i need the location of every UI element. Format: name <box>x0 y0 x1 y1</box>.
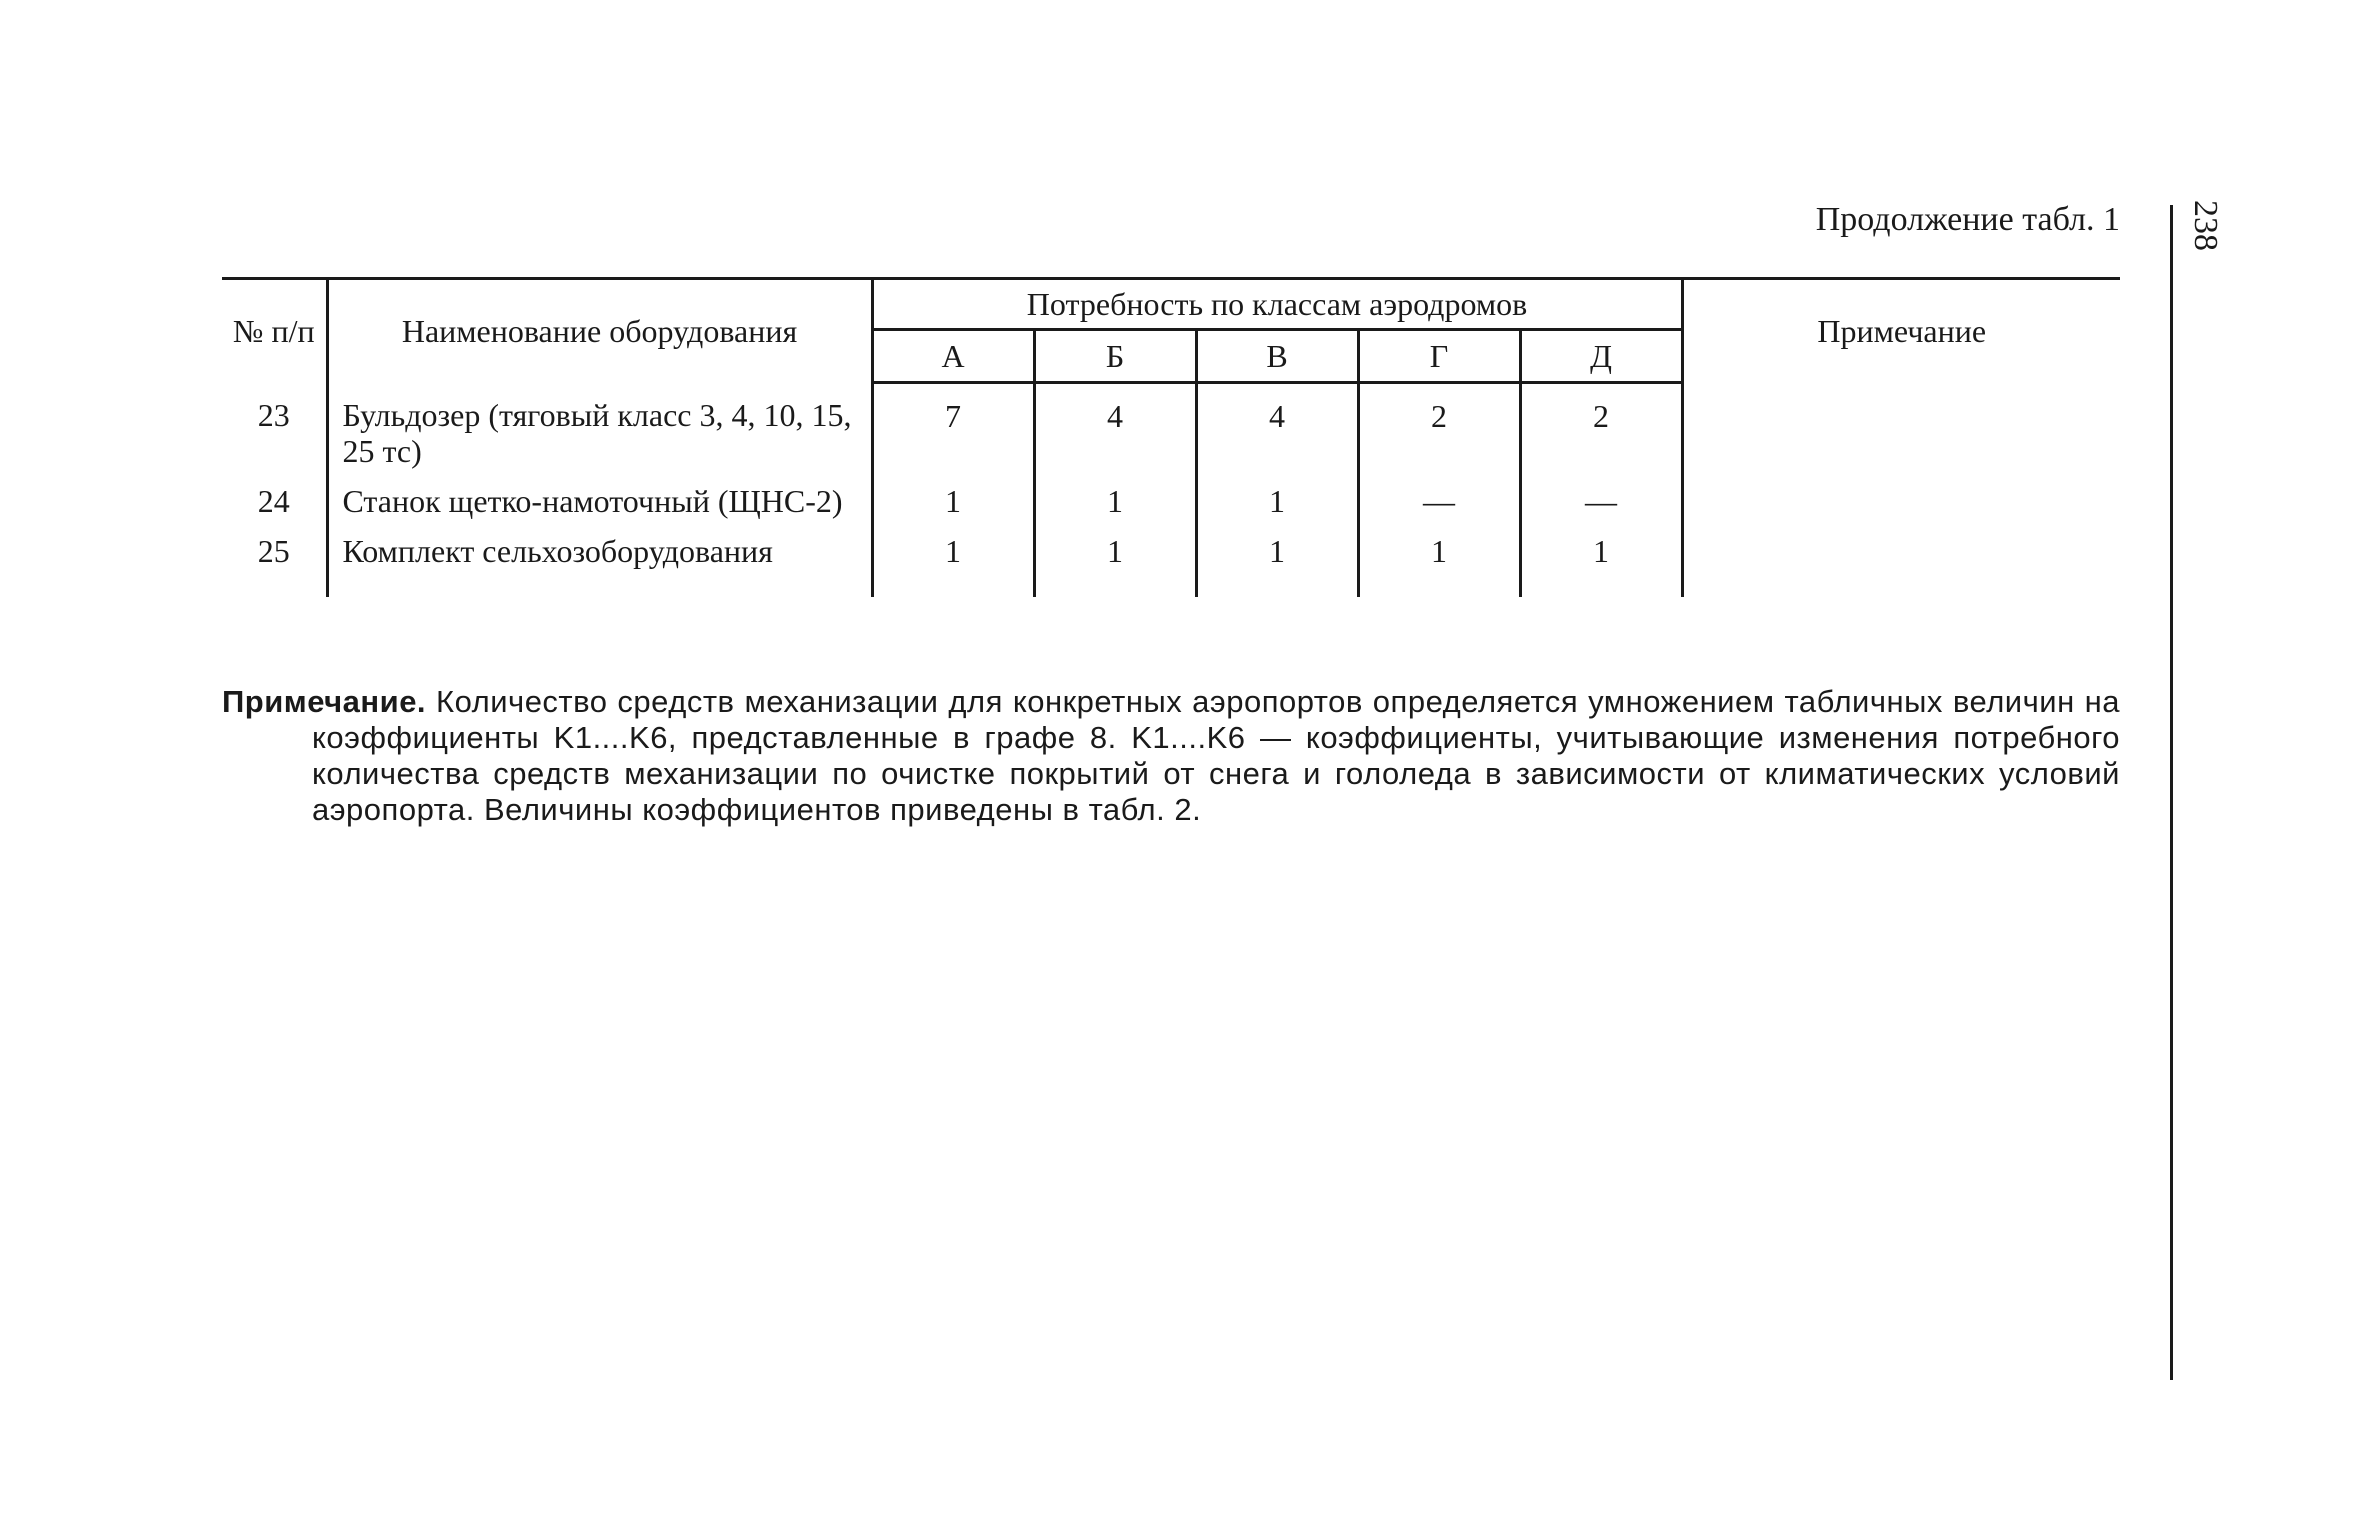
table-row <box>222 383 2120 469</box>
equipment-table <box>222 277 2120 597</box>
table-row <box>222 519 2120 597</box>
row-value-g: 2 <box>1358 383 1520 469</box>
header-need-group: Потребность по классам аэродромов <box>872 279 1682 330</box>
header-name: Наименование оборудования <box>327 279 872 383</box>
row-value-a: 1 <box>872 519 1034 597</box>
table-continuation-label: Продолжение табл. 1 <box>1815 201 2120 238</box>
row-note <box>1682 383 2120 469</box>
row-value-v: 4 <box>1196 383 1358 469</box>
row-note <box>1682 469 2120 519</box>
header-class-b: Б <box>1034 330 1196 383</box>
row-value-b: 4 <box>1034 383 1196 469</box>
row-value-v: 1 <box>1196 469 1358 519</box>
row-note <box>1682 519 2120 597</box>
row-value-a: 1 <box>872 469 1034 519</box>
row-value-g: 1 <box>1358 519 1520 597</box>
footnote-text: Количество средств механизации для конкретных аэропортов определяется умножением табличных величин на коэффициенты K1....K6, представленные в графе 8. K1....K6 — коэффициенты, учитывающие изменения потребного количества средств механизации по очистке покрытий от снега и гололеда в зависимости от климатических условий аэропорта. Величины коэффициентов приведены в табл. 2. <box>312 684 2120 827</box>
row-value-d: 2 <box>1520 383 1682 469</box>
header-class-g: Г <box>1358 330 1520 383</box>
row-value-g: — <box>1358 469 1520 519</box>
header-note: Примечание <box>1682 279 2120 383</box>
row-name: Станок щетко-намоточный (ЩНС-2) <box>327 469 872 519</box>
row-value-d: — <box>1520 469 1682 519</box>
table-row <box>222 469 2120 519</box>
row-name: Бульдозер (тяговый класс 3, 4, 10, 15, 25 тс) <box>327 383 872 469</box>
row-name: Комплект сельхозоборудования <box>327 519 872 597</box>
row-value-v: 1 <box>1196 519 1358 597</box>
header-num: № п/п <box>222 279 327 383</box>
footnote-label: Примечание. <box>222 684 427 719</box>
row-num: 25 <box>222 519 327 597</box>
header-class-v: В <box>1196 330 1358 383</box>
row-value-a: 7 <box>872 383 1034 469</box>
row-value-d: 1 <box>1520 519 1682 597</box>
header-class-a: А <box>872 330 1034 383</box>
footnote <box>222 684 2120 828</box>
page-number: 238 <box>2187 200 2224 251</box>
row-num: 23 <box>222 383 327 469</box>
row-num: 24 <box>222 469 327 519</box>
margin-rule <box>2170 205 2173 1380</box>
row-value-b: 1 <box>1034 519 1196 597</box>
header-class-d: Д <box>1520 330 1682 383</box>
row-value-b: 1 <box>1034 469 1196 519</box>
